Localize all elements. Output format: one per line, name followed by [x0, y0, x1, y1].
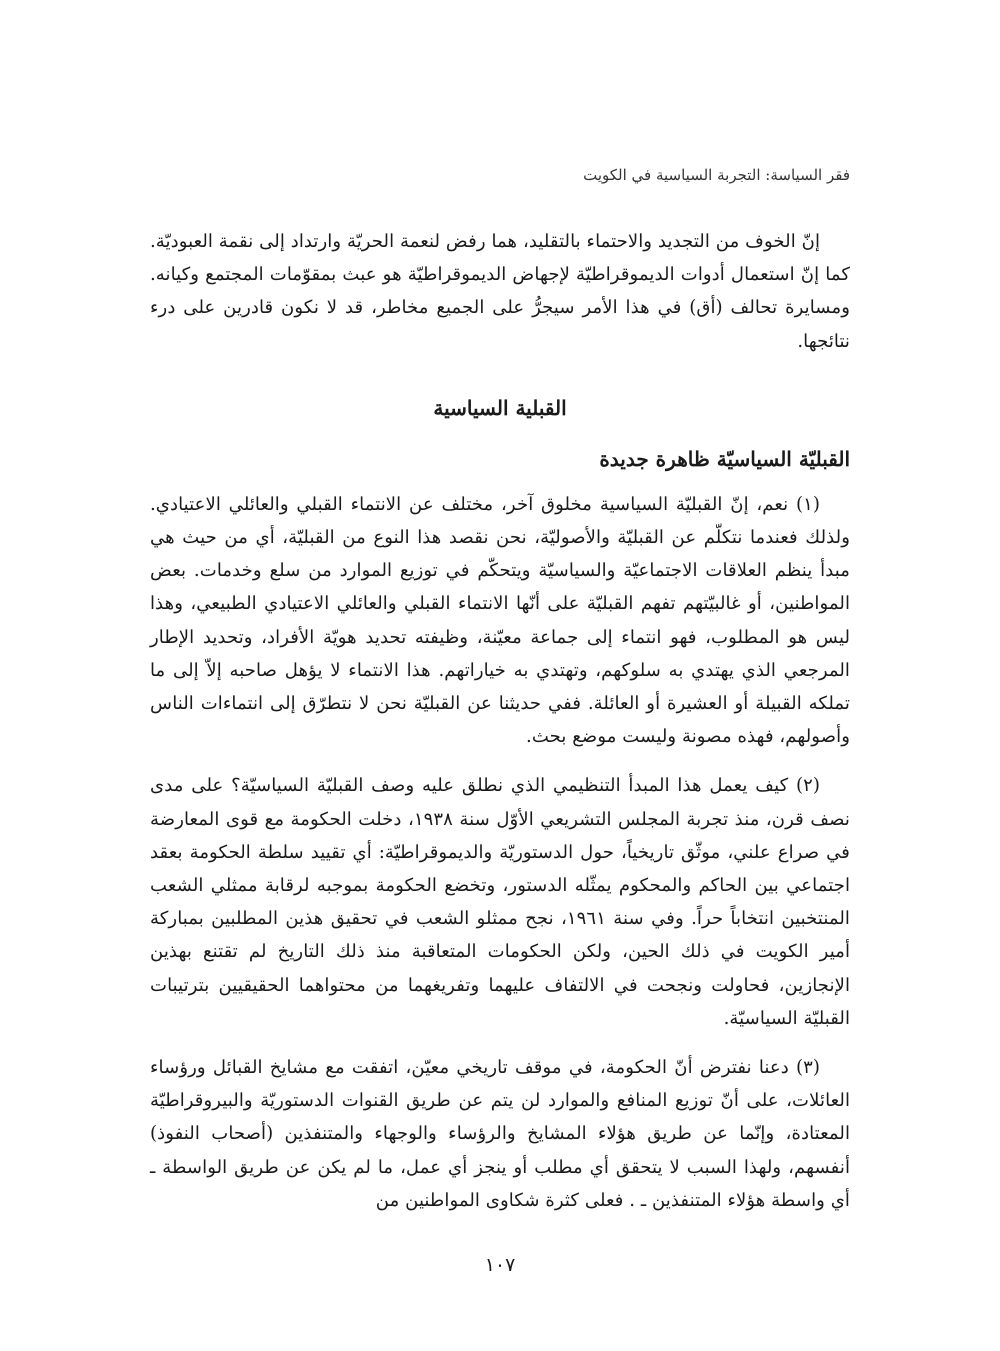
intro-paragraph: إنّ الخوف من التجديد والاحتماء بالتقليد، هما رفض لنعمة الحريّة وارتداد إلى نقمة العبوديّة. كما إنّ استعمال أدوات الديموقراطيّة لإجهاض الديموقراطيّة هو عبث بمقوّمات المجتمع وكيانه. ومسايرة تحالف (أق) في هذا الأمر سيجرُّ على الجميع مخاطر، قد لا نكون قادرين على درء نتائجها.	[150, 231, 850, 352]
page-content	[150, 225, 850, 1233]
paragraph-3: (٣) دعنا نفترض أنّ الحكومة، في موقف تاريخي معيّن، اتفقت مع مشايخ القبائل ورؤساء العائلات، على أنّ توزيع المنافع والموارد لن يتم عن طريق القنوات الدستوريّة والبيروقراطيّة المعتادة، وإنّما عن طريق هؤلاء المشايخ والرؤساء والوجهاء والمتنفذين (أصحاب النفوذ) أنفسهم، ولهذا السبب لا يتحقق أي مطلب أو ينجز أي عمل، ما لم يكن عن طريق الواسطة ـ أي واسطة هؤلاء المتنفذين ـ . فعلى كثرة شكاوى المواطنين من	[150, 1057, 850, 1211]
page-number: ١٠٧	[484, 1254, 516, 1276]
paragraph-2: (٢) كيف يعمل هذا المبدأ التنظيمي الذي نطلق عليه وصف القبليّة السياسيّة؟ على مدى نصف قرن، منذ تجربة المجلس التشريعي الأوّل سنة ١٩٣٨، دخلت الحكومة مع قوى المعارضة في صراع علني، موثّق تاريخياً، حول الدستوريّة والديموقراطيّة: أي تقييد سلطة الحكومة بعقد اجتماعي بين الحاكم والمحكوم يمثّله الدستور، وتخضع الحكومة بموجبه لرقابة ممثلي الشعب المنتخبين انتخاباً حراً. وفي سنة ١٩٦١، نجح ممثلو الشعب في تحقيق هذين المطلبين بمباركة أمير الكويت في ذلك الحين، ولكن الحكومات المتعاقبة منذ ذلك التاريخ لم تقتنع بهذين الإنجازين، فحاولت ونجحت في الالتفاف عليهما وتفريغهما من محتواهما الحقيقيين بترتيبات القبليّة السياسيّة.	[150, 775, 850, 1029]
section-title: القبلية السياسية	[433, 395, 567, 420]
running-header: فقر السياسة: التجربة السياسية في الكويت	[583, 166, 850, 184]
book-page	[150, 0, 850, 1351]
subsection-title: القبليّة السياسيّة ظاهرة جديدة	[599, 446, 850, 471]
paragraph-1: (١) نعم، إنّ القبليّة السياسية مخلوق آخر، مختلف عن الانتماء القبلي والعائلي الاعتيادي. ولذلك فعندما نتكلّم عن القبليّة والأصوليّة، نحن نقصد هذا النوع من القبليّة، أي من حيث هي مبدأ ينظم العلاقات الاجتماعيّة والسياسيّة ويتحكّم في توزيع الموارد من سلع وخدمات. بعض المواطنين، أو غالبيّتهم تفهم القبليّة على أنّها الانتماء القبلي والعائلي الاعتيادي الطبيعي، وهذا ليس هو المطلوب، فهو انتماء إلى جماعة معيّنة، وظيفته تحديد هويّة الأفراد، وتحديد الإطار المرجعي الذي يهتدي به سلوكهم، وتهتدي به خياراتهم. هذا الانتماء لا يؤهل صاحبه إلاّ إلى ما تملكه القبيلة أو العشيرة أو العائلة. ففي حديثنا عن القبليّة نحن لا نتطرّق إلى انتماءات الناس وأصولهم، فهذه مصونة وليست موضع بحث.	[150, 493, 850, 748]
